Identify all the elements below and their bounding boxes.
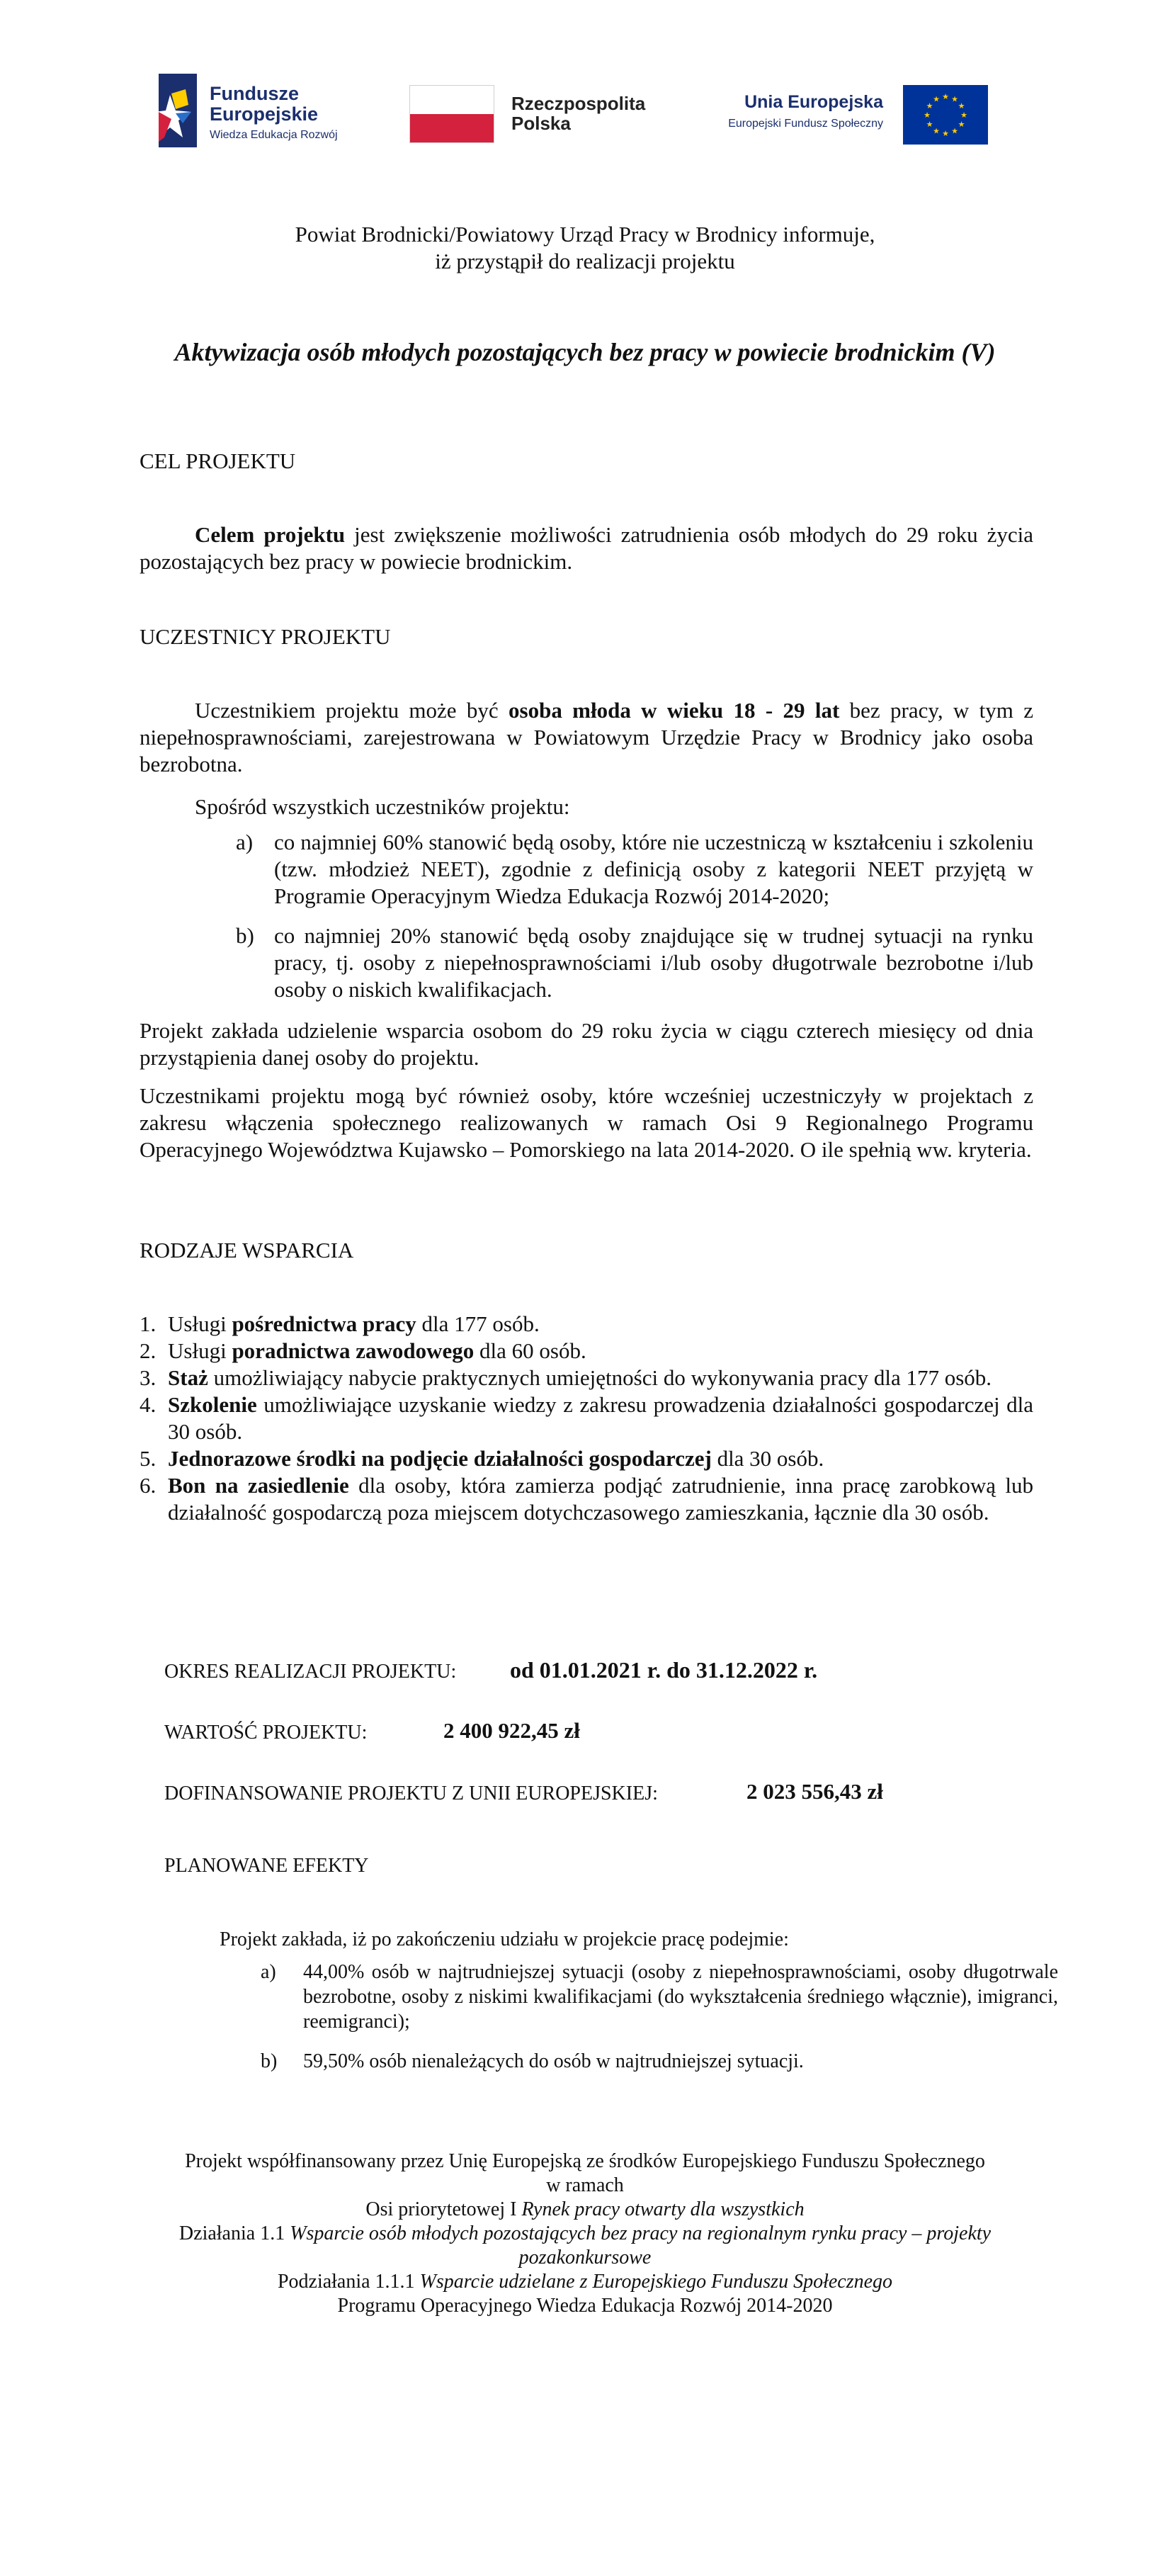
header-intro-line1: Powiat Brodnicki/Powiatowy Urząd Pracy w Brodnicy informuje,	[295, 222, 875, 247]
cel-text: jest zwiększenie możliwości zatrudnienia osób młodych do 29 roku życia pozostających bez pracy w powiecie brodnickim.	[140, 522, 1034, 574]
unia-europejska-logo	[705, 85, 988, 149]
polish-flag-icon	[409, 85, 494, 143]
eu-flag-icon	[903, 85, 988, 145]
okres-value: od 01.01.2021 r. do 31.12.2022 r.	[510, 1657, 818, 1683]
wsparcie-item: 3. Staż umożliwiający nabycie praktycznych umiejętności do wykonywania pracy dla 177 osób.	[140, 1365, 992, 1390]
cel-paragraph	[140, 521, 1033, 575]
svg-text:★: ★	[942, 129, 949, 138]
svg-text:★: ★	[958, 101, 965, 111]
svg-text:★: ★	[960, 111, 967, 120]
wsparcie-list	[140, 1311, 1033, 1526]
efekty-item: a) 44,00% osób w najtrudniejszej sytuacji (osoby z niepełnosprawnościami, osoby długotrwale bezrobotne, osoby z niskimi kwalifikacjami (do wykształcenia średniego włącznie), imigranci, reemigranci);	[261, 1961, 1058, 2033]
svg-text:★: ★	[933, 94, 940, 104]
footer-line: Podziałania 1.1.1 Wsparcie udzielane z Europejskiego Funduszu Społecznego	[277, 2271, 893, 2293]
section-heading-cel: CEL PROJEKTU	[140, 448, 296, 473]
logo-bar	[0, 71, 1170, 150]
svg-text:★: ★	[942, 92, 949, 101]
uczestnicy-paragraph-3: Projekt zakłada udzielenie wsparcia osobom do 29 roku życia w ciągu czterech miesięcy od dnia przystąpienia danej osoby do projektu.	[140, 1018, 1033, 1070]
fe-star-icon	[154, 74, 200, 147]
wsparcie-item: 6. Bon na zasiedlenie dla osoby, która zamierza podjąć zatrudnienie, inna pracę zarobkową lub działalność gospodarczą poza miejscem dotychczasowego zamieszkania, łącznie dla 30 osób.	[140, 1473, 1033, 1525]
svg-text:★: ★	[951, 126, 958, 136]
age-requirement: osoba młoda w wieku 18 - 29 lat	[509, 698, 840, 723]
uczestnicy-paragraph-4: Uczestnikami projektu mogą być również osoby, które wcześniej uczestniczyły w projektach z zakresu włączenia społecznego realizowanych w ramach Osi 9 Regionalnego Programu Operacyjnego Województwa Kujawsko – Pomorskiego na lata 2014-2020. O ile spełnią ww. kryteria.	[140, 1083, 1033, 1162]
fe-logo-title: Fundusze Europejskie	[210, 83, 319, 125]
footer-line: Projekt współfinansowany przez Unię Europejską ze środków Europejskiego Funduszu Społecznego	[185, 2150, 985, 2172]
rp-logo-text: Rzeczpospolita Polska	[511, 93, 646, 134]
svg-text:★: ★	[924, 111, 931, 120]
svg-text:★: ★	[951, 94, 958, 104]
footer-line: pozakonkursowe	[518, 2247, 652, 2269]
footer	[0, 2150, 1170, 2318]
efekty-item: b) 59,50% osób nienależących do osób w najtrudniejszej sytuacji.	[261, 2050, 804, 2072]
wsparcie-item: 2. Usługi poradnictwa zawodowego dla 60 osób.	[140, 1338, 586, 1363]
fundusze-europejskie-logo	[154, 71, 367, 150]
svg-text:★: ★	[933, 126, 940, 136]
efekty-intro: Projekt zakłada, iż po zakończeniu udziału w projekcie pracę podejmie:	[220, 1928, 789, 1950]
wsparcie-item: 5. Jednorazowe środki na podjęcie działalności gospodarczej dla 30 osób.	[140, 1446, 824, 1471]
wsparcie-item: 1. Usługi pośrednictwa pracy dla 177 osób.	[140, 1311, 540, 1336]
project-title: Aktywizacja osób młodych pozostających bez pracy w powiecie brodnickim (V)	[174, 338, 996, 366]
ue-logo-title: Unia Europejska	[744, 92, 883, 112]
header-intro-line2: iż przystąpił do realizacji projektu	[435, 249, 735, 273]
cel-bold: Celem projektu	[195, 522, 346, 547]
dofinansowanie-label: DOFINANSOWANIE PROJEKTU Z UNII EUROPEJSKIEJ:	[164, 1783, 658, 1804]
svg-text:★: ★	[926, 120, 933, 129]
footer-line: Programu Operacyjnego Wiedza Edukacja Rozwój 2014-2020	[337, 2295, 833, 2317]
uczestnicy-paragraph-1: Uczestnikiem projektu może być osoba młoda w wieku 18 - 29 lat bez pracy, w tym z niepełnosprawnościami, zarejestrowana w Powiatowym Urzędzie Pracy w Brodnicy jako osoba bezrobotna.	[140, 698, 1033, 776]
uczestnicy-paragraph-2: Spośród wszystkich uczestników projektu:	[195, 794, 570, 819]
footer-line: Działania 1.1 Wsparcie osób młodych pozostających bez pracy na regionalnym rynku pracy – projekty	[178, 2222, 992, 2244]
efekty-heading: PLANOWANE EFEKTY	[164, 1855, 369, 1877]
footer-line: Osi priorytetowej I Rynek pracy otwarty dla wszystkich	[365, 2198, 805, 2220]
wartosc-value: 2 400 922,45 zł	[443, 1718, 580, 1743]
fe-logo-subtitle: Wiedza Edukacja Rozwój	[210, 129, 338, 141]
dofinansowanie-value: 2 023 556,43 zł	[746, 1779, 883, 1804]
wsparcie-item: 4. Szkolenie umożliwiające uzyskanie wiedzy z zakresu prowadzenia działalności gospodarczej dla 30 osób.	[140, 1392, 1033, 1444]
rzeczpospolita-polska-logo	[409, 85, 664, 149]
ue-logo-subtitle: Europejski Fundusz Społeczny	[728, 118, 883, 130]
section-heading-uczestnicy: UCZESTNICY PROJEKTU	[140, 624, 391, 649]
svg-text:★: ★	[926, 101, 933, 111]
uczestnicy-list-item: a) co najmniej 60% stanowić będą osoby, które nie uczestniczą w kształceniu i szkoleniu (tzw. młodzież NEET), zgodnie z definicją osoby z kategorii NEET przyjętą w Programie Operacyjnym Wiedza Edukacja Rozwój 2014-2020;	[236, 830, 1033, 908]
section-heading-wsparcie: RODZAJE WSPARCIA	[140, 1238, 354, 1262]
okres-label: OKRES REALIZACJI PROJEKTU:	[164, 1661, 457, 1683]
uczestnicy-list-item: b) co najmniej 20% stanowić będą osoby znajdujące się w trudnej sytuacji na rynku pracy, tj. osoby z niepełnosprawnościami i/lub osoby długotrwale bezrobotne i/lub osoby o niskich kwalifikacjach.	[236, 923, 1033, 1002]
svg-text:★: ★	[958, 120, 965, 129]
wartosc-label: WARTOŚĆ PROJEKTU:	[164, 1722, 368, 1744]
footer-line: w ramach	[546, 2174, 624, 2196]
